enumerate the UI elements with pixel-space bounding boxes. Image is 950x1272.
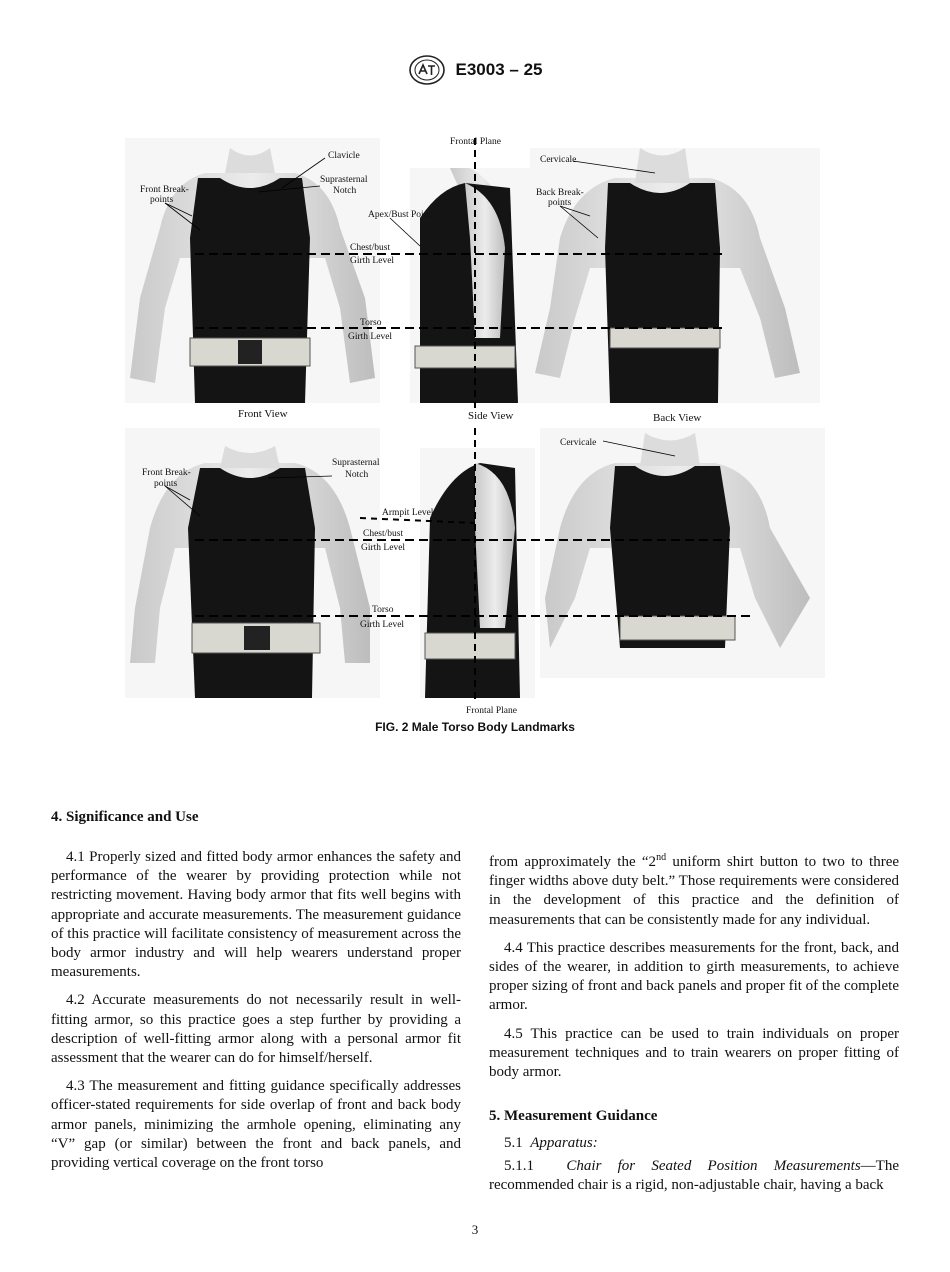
label-back-breakpoints-2: points — [548, 198, 572, 208]
view-label-side: Side View — [468, 410, 514, 422]
label-front-breakpoints-2: points — [150, 195, 174, 205]
label-notch-b: Notch — [345, 470, 369, 480]
side-view-top-photo — [410, 168, 530, 403]
document-id: E3003 – 25 — [455, 60, 543, 79]
label-cervicale-top: Cervicale — [540, 155, 577, 165]
label-notch: Notch — [333, 186, 357, 196]
view-label-front: Front View — [238, 408, 288, 420]
label-torso-b2: Girth Level — [360, 620, 405, 630]
label-torso-b1: Torso — [372, 605, 394, 615]
label-front-breakpoints-1: Front Break- — [140, 185, 189, 195]
figure-caption: FIG. 2 Male Torso Body Landmarks — [375, 720, 575, 734]
left-column — [51, 848, 461, 1182]
label-clavicle: Clavicle — [328, 151, 360, 161]
paragraph-4-1: 4.1 Properly sized and fitted body armor enhances the safety and performance of the wearer by providing protection while not restricting movement. Having body armor that fits well begins with appropriate and accurate measurements. The measurement guidance of this practice will facilitate consistency of measurement across the body armor industry and will help wearers understand proper measurements. — [51, 849, 461, 981]
subsection-5-1-1: 5.1.1 Chair for Seated Position Measurements—The recommended chair is a rigid, non-adjustable chair, having a back — [489, 1158, 899, 1194]
section-4-heading: 4. Significance and Use — [51, 809, 199, 825]
page-number: 3 — [471, 1222, 479, 1237]
label-suprasternal: Suprasternal — [320, 175, 368, 185]
back-view-top-photo — [530, 148, 820, 403]
back-view-bottom-photo — [540, 428, 825, 678]
section-5-heading: 5. Measurement Guidance — [489, 1108, 658, 1124]
label-frontal-plane-b: Frontal Plane — [466, 706, 517, 716]
figure-male-torso — [120, 128, 830, 718]
view-label-back: Back View — [653, 412, 702, 424]
label-torso-2: Girth Level — [348, 332, 393, 342]
label-cervicale-b: Cervicale — [560, 438, 597, 448]
label-chest-bust-1: Chest/bust — [350, 243, 391, 253]
paragraph-4-4: 4.4 This practice describes measurements for the front, back, and sides of the wearer, in addition to girth measurements, to achieve proper sizing of front and back panels and proper fit of the complete armor. — [489, 939, 899, 1014]
label-chest-bust-b1: Chest/bust — [363, 529, 404, 539]
paragraph-4-5: 4.5 This practice can be used to train individuals on proper measurement techniques and to train wearers on proper fitting of body armor. — [489, 1025, 899, 1081]
label-torso-1: Torso — [360, 318, 382, 328]
label-apex-bust-point: Apex/Bust Point — [368, 210, 432, 220]
label-back-breakpoints-1: Back Break- — [536, 188, 584, 198]
label-frontal-plane-top: Frontal Plane — [450, 137, 501, 147]
label-chest-bust-b2: Girth Level — [361, 543, 406, 553]
paragraph-4-2: 4.2 Accurate measurements do not necessarily result in well-fitting armor, so this practice goes a step further by providing a description of well-fitting armor along with a personal armor fit assessment that the wearer can do for himself/herself. — [51, 992, 461, 1067]
right-column — [489, 848, 899, 1091]
astm-logo-icon — [408, 54, 446, 86]
label-front-breakpoints-b2: points — [154, 479, 178, 489]
label-chest-bust-2: Girth Level — [350, 256, 395, 266]
subsection-5-1: 5.1 Apparatus: — [504, 1135, 598, 1151]
document-header — [0, 54, 950, 86]
label-armpit-level: Armpit Level — [382, 508, 434, 518]
paragraph-4-3-continued: from approximately the “2nd uniform shirt button to two to three finger widths above duty belt.” Those requirements were considered in the development of this practice and the definition of measurements that can be consistently made for any individual. — [489, 852, 900, 928]
label-front-breakpoints-b1: Front Break- — [142, 468, 191, 478]
side-view-bottom-photo — [420, 448, 535, 698]
paragraph-4-3: 4.3 The measurement and fitting guidance specifically addresses officer-stated requirements for side overlap of front and back body armor panels, minimizing the armhole opening, eliminating any “V” gap (or similar) between the front and back panels, and providing vertical coverage on the front torso — [51, 1078, 461, 1172]
figure-illustration — [120, 128, 830, 718]
label-suprasternal-b: Suprasternal — [332, 458, 380, 468]
